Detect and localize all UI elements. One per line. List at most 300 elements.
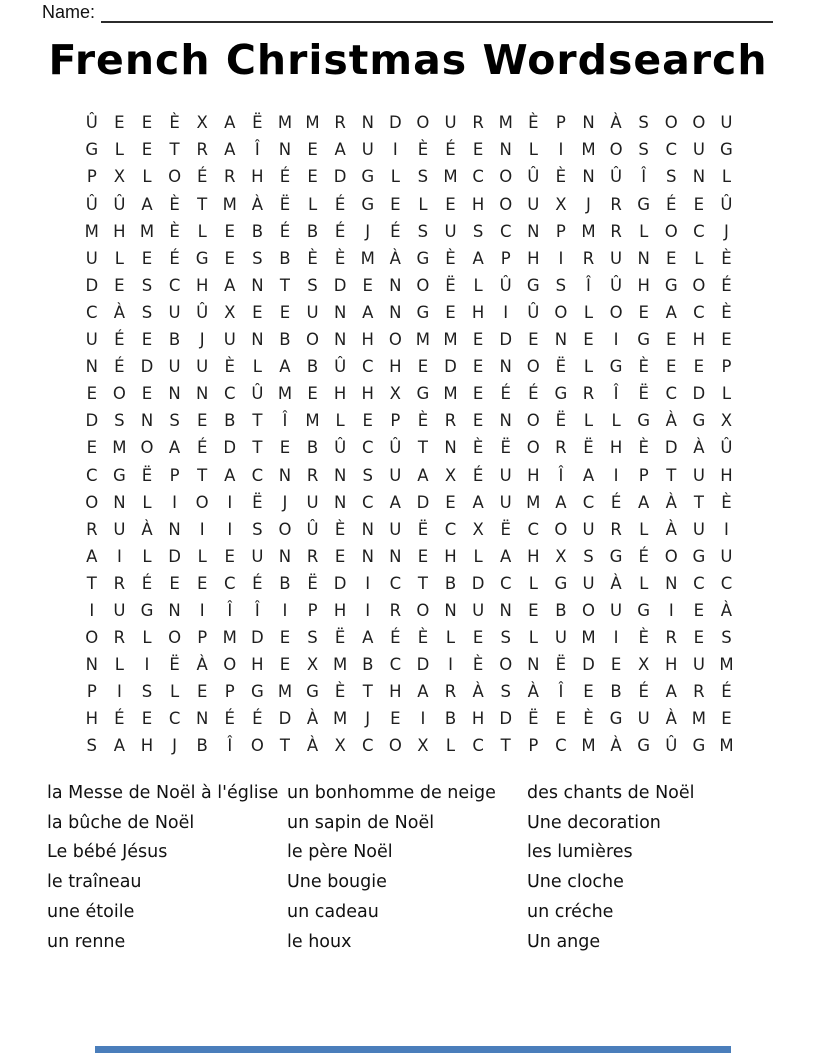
grid-letter: À bbox=[665, 411, 677, 431]
grid-letter: E bbox=[307, 167, 318, 187]
grid-letter: C bbox=[693, 573, 705, 593]
grid-letter: P bbox=[638, 465, 649, 485]
grid-letter: E bbox=[472, 140, 484, 160]
grid-letter: È bbox=[472, 655, 484, 675]
grid-letter: E bbox=[693, 600, 705, 620]
grid-letter: X bbox=[389, 384, 401, 404]
grid-letter: A bbox=[224, 113, 236, 133]
grid-letter: C bbox=[555, 736, 567, 756]
grid-letter: È bbox=[721, 248, 732, 268]
grid-letter: E bbox=[610, 655, 622, 675]
grid-letter: Û bbox=[196, 302, 209, 322]
grid-letter: P bbox=[169, 465, 180, 485]
grid-letter: Û bbox=[527, 167, 540, 187]
grid-letter: D bbox=[416, 492, 430, 512]
grid-letter: U bbox=[113, 600, 126, 620]
grid-letter: E bbox=[252, 302, 263, 322]
grid-letter: G bbox=[361, 194, 375, 214]
grid-letter: X bbox=[334, 736, 346, 756]
grid-letter: M bbox=[526, 492, 541, 512]
grid-letter: É bbox=[500, 384, 511, 404]
grid-letter: G bbox=[554, 384, 568, 404]
grid-letter: O bbox=[416, 600, 430, 620]
grid-letter: E bbox=[196, 573, 208, 593]
grid-letter: R bbox=[610, 519, 622, 539]
grid-letter: R bbox=[224, 167, 236, 187]
grid-letter: E bbox=[86, 438, 98, 458]
grid-letter: Ë bbox=[555, 655, 567, 675]
grid-letter: C bbox=[527, 519, 540, 539]
grid-letter: P bbox=[721, 357, 732, 377]
grid-letter: C bbox=[224, 573, 236, 593]
grid-letter: L bbox=[721, 384, 732, 404]
grid-letter: H bbox=[251, 655, 264, 675]
grid-letter: X bbox=[638, 655, 650, 675]
grid-letter: E bbox=[472, 384, 484, 404]
grid-letter: H bbox=[692, 330, 706, 350]
grid-letter: É bbox=[196, 438, 208, 458]
grid-letter: S bbox=[86, 736, 98, 756]
grid-letter: C bbox=[86, 465, 98, 485]
grid-letter: À bbox=[251, 194, 263, 214]
grid-letter: L bbox=[528, 628, 538, 648]
grid-letter: D bbox=[85, 411, 99, 431]
word-item: une étoile bbox=[47, 901, 135, 922]
grid-letter: M bbox=[581, 628, 596, 648]
grid-letter: O bbox=[499, 167, 513, 187]
grid-letter: Î bbox=[227, 600, 233, 620]
grid-letter: U bbox=[168, 357, 181, 377]
grid-letter: L bbox=[307, 194, 318, 214]
grid-letter: R bbox=[693, 682, 705, 702]
grid-letter: S bbox=[362, 465, 373, 485]
grid-letter: U bbox=[692, 140, 705, 160]
grid-letter: I bbox=[199, 519, 205, 539]
grid-letter: D bbox=[278, 709, 292, 729]
grid-letter: A bbox=[389, 492, 401, 512]
grid-letter: É bbox=[721, 275, 732, 295]
grid-letter: H bbox=[361, 330, 374, 350]
grid-letter: L bbox=[335, 411, 345, 431]
grid-letter: N bbox=[637, 248, 650, 268]
grid-letter: H bbox=[361, 384, 374, 404]
grid-letter: É bbox=[114, 330, 125, 350]
grid-letter: T bbox=[417, 573, 428, 593]
grid-letter: N bbox=[582, 167, 595, 187]
grid-letter: S bbox=[472, 221, 484, 241]
grid-letter: M bbox=[360, 248, 375, 268]
grid-letter: A bbox=[224, 140, 236, 160]
grid-letter: È bbox=[334, 248, 346, 268]
grid-letter: E bbox=[196, 682, 208, 702]
grid-letter: M bbox=[277, 682, 293, 702]
grid-letter: R bbox=[113, 573, 126, 593]
grid-letter: E bbox=[279, 302, 291, 322]
grid-letter: U bbox=[582, 519, 595, 539]
grid-letter: O bbox=[526, 411, 540, 431]
grid-letter: É bbox=[224, 709, 235, 729]
grid-letter: M bbox=[691, 709, 706, 729]
grid-letter: O bbox=[554, 519, 568, 539]
grid-letter: B bbox=[444, 709, 457, 729]
grid-letter: U bbox=[306, 492, 319, 512]
grid-letter: Î bbox=[227, 736, 233, 756]
grid-letter: C bbox=[693, 221, 705, 241]
grid-letter: E bbox=[417, 357, 429, 377]
grid-letter: O bbox=[416, 275, 430, 295]
grid-letter: E bbox=[666, 248, 677, 268]
grid-letter: P bbox=[224, 682, 235, 702]
grid-letter: M bbox=[84, 221, 99, 241]
grid-letter: S bbox=[666, 167, 677, 187]
grid-letter: E bbox=[224, 546, 235, 566]
grid-letter: A bbox=[472, 492, 484, 512]
grid-letter: L bbox=[583, 302, 594, 322]
grid-letter: À bbox=[610, 736, 622, 756]
grid-letter: E bbox=[196, 411, 208, 431]
grid-letter: O bbox=[692, 113, 706, 133]
grid-letter: B bbox=[224, 411, 236, 431]
grid-letter: È bbox=[638, 357, 649, 377]
grid-letter: À bbox=[113, 302, 126, 322]
grid-letter: H bbox=[527, 546, 540, 566]
grid-letter: B bbox=[279, 573, 291, 593]
grid-letter: H bbox=[333, 384, 347, 404]
grid-letter: É bbox=[252, 573, 263, 593]
grid-letter: D bbox=[85, 275, 99, 295]
grid-letter: I bbox=[227, 519, 233, 539]
grid-letter: M bbox=[277, 384, 293, 404]
grid-letter: P bbox=[86, 167, 97, 187]
grid-letter: A bbox=[168, 438, 181, 458]
grid-letter: L bbox=[142, 628, 152, 648]
grid-letter: I bbox=[116, 682, 122, 702]
grid-letter: T bbox=[197, 465, 208, 485]
grid-letter: L bbox=[114, 655, 124, 675]
grid-letter: Ë bbox=[252, 113, 263, 133]
grid-letter: I bbox=[613, 465, 619, 485]
grid-letter: È bbox=[445, 248, 456, 268]
grid-letter: A bbox=[86, 546, 98, 566]
grid-letter: D bbox=[692, 384, 706, 404]
grid-letter: È bbox=[169, 113, 180, 133]
grid-letter: H bbox=[471, 194, 485, 214]
grid-letter: L bbox=[583, 357, 594, 377]
grid-letter: T bbox=[279, 275, 290, 295]
grid-letter: U bbox=[361, 140, 374, 160]
grid-letter: E bbox=[445, 302, 456, 322]
grid-letter: U bbox=[168, 302, 181, 322]
grid-letter: N bbox=[113, 492, 126, 512]
grid-letter: N bbox=[278, 546, 292, 566]
word-item: un sapin de Noël bbox=[287, 812, 435, 833]
grid-letter: Û bbox=[720, 438, 733, 458]
grid-letter: X bbox=[196, 113, 208, 133]
grid-letter: L bbox=[721, 167, 732, 187]
grid-letter: À bbox=[610, 573, 622, 593]
grid-letter: G bbox=[112, 465, 126, 485]
grid-letter: G bbox=[609, 546, 623, 566]
grid-letter: H bbox=[444, 546, 457, 566]
grid-letter: I bbox=[392, 140, 398, 160]
grid-letter: G bbox=[250, 682, 264, 702]
grid-letter: A bbox=[334, 140, 346, 160]
grid-letter: N bbox=[251, 275, 264, 295]
grid-letter: I bbox=[448, 655, 453, 675]
grid-letter: T bbox=[252, 411, 263, 431]
grid-letter: È bbox=[417, 628, 429, 648]
grid-letter: U bbox=[113, 519, 126, 539]
word-item: Une decoration bbox=[527, 812, 661, 833]
grid-letter: É bbox=[279, 221, 291, 241]
grid-letter: M bbox=[333, 709, 348, 729]
grid-letter: J bbox=[282, 492, 288, 512]
grid-letter: L bbox=[418, 194, 428, 214]
grid-letter: D bbox=[333, 167, 347, 187]
grid-letter: L bbox=[694, 248, 704, 268]
grid-letter: E bbox=[472, 357, 484, 377]
grid-letter: E bbox=[555, 709, 567, 729]
grid-letter: E bbox=[666, 357, 677, 377]
grid-letter: L bbox=[639, 573, 649, 593]
grid-letter: C bbox=[472, 736, 484, 756]
grid-letter: U bbox=[85, 248, 98, 268]
grid-letter: U bbox=[692, 519, 705, 539]
grid-letter: I bbox=[365, 573, 371, 593]
grid-letter: B bbox=[196, 736, 208, 756]
grid-letter: M bbox=[277, 113, 293, 133]
grid-letter: U bbox=[582, 573, 595, 593]
grid-letter: C bbox=[444, 519, 457, 539]
grid-letter: H bbox=[85, 709, 98, 729]
grid-letter: R bbox=[582, 248, 595, 268]
grid-letter: U bbox=[610, 600, 623, 620]
grid-letter: S bbox=[252, 519, 263, 539]
grid-letter: S bbox=[169, 411, 180, 431]
grid-letter: I bbox=[724, 519, 729, 539]
grid-letter: L bbox=[169, 682, 180, 702]
grid-letter: D bbox=[499, 709, 513, 729]
grid-letter: N bbox=[361, 546, 374, 566]
grid-letter: I bbox=[144, 655, 150, 675]
grid-letter: E bbox=[528, 600, 539, 620]
grid-letter: Ë bbox=[417, 519, 429, 539]
grid-letter: S bbox=[114, 411, 125, 431]
grid-letter: U bbox=[554, 628, 567, 648]
grid-letter: E bbox=[472, 628, 484, 648]
grid-letter: É bbox=[334, 221, 346, 241]
grid-letter: N bbox=[665, 573, 678, 593]
grid-letter: H bbox=[333, 600, 347, 620]
grid-letter: N bbox=[85, 357, 98, 377]
grid-letter: E bbox=[362, 411, 373, 431]
grid-letter: C bbox=[389, 573, 402, 593]
grid-letter: È bbox=[417, 411, 429, 431]
grid-letter: T bbox=[666, 465, 677, 485]
grid-letter: G bbox=[361, 167, 375, 187]
grid-letter: O bbox=[609, 302, 623, 322]
grid-letter: N bbox=[168, 519, 181, 539]
grid-letter: É bbox=[638, 546, 649, 566]
grid-letter: A bbox=[555, 492, 567, 512]
grid-letter: E bbox=[528, 330, 539, 350]
word-item: le traîneau bbox=[47, 872, 142, 893]
grid-letter: P bbox=[307, 600, 318, 620]
grid-letter: B bbox=[610, 682, 622, 702]
grid-letter: U bbox=[610, 248, 623, 268]
grid-letter: E bbox=[279, 628, 291, 648]
grid-letter: L bbox=[639, 519, 649, 539]
grid-letter: E bbox=[334, 546, 346, 566]
grid-letter: O bbox=[168, 628, 182, 648]
grid-letter: N bbox=[196, 709, 209, 729]
grid-letter: G bbox=[692, 736, 706, 756]
grid-letter: Û bbox=[389, 438, 402, 458]
grid-letter: O bbox=[85, 492, 99, 512]
grid-letter: S bbox=[500, 628, 511, 648]
grid-letter: N bbox=[389, 546, 402, 566]
grid-letter: N bbox=[554, 330, 568, 350]
grid-letter: T bbox=[417, 438, 428, 458]
grid-letter: Ë bbox=[638, 384, 649, 404]
grid-letter: G bbox=[692, 546, 706, 566]
grid-letter: G bbox=[416, 248, 430, 268]
grid-letter: U bbox=[720, 546, 733, 566]
grid-letter: D bbox=[471, 573, 485, 593]
grid-letter: À bbox=[472, 682, 484, 702]
grid-letter: E bbox=[86, 384, 98, 404]
grid-letter: D bbox=[251, 628, 264, 648]
grid-letter: À bbox=[610, 113, 622, 133]
grid-letter: Û bbox=[720, 194, 733, 214]
grid-letter: U bbox=[444, 113, 457, 133]
word-item: un cadeau bbox=[287, 901, 379, 922]
grid-letter: À bbox=[720, 600, 733, 620]
grid-letter: P bbox=[555, 221, 566, 241]
grid-letter: G bbox=[637, 194, 651, 214]
grid-letter: À bbox=[306, 709, 319, 729]
grid-letter: J bbox=[365, 709, 371, 729]
grid-letter: N bbox=[389, 275, 402, 295]
grid-letter: R bbox=[555, 438, 567, 458]
grid-letter: R bbox=[196, 140, 208, 160]
grid-letter: À bbox=[196, 655, 208, 675]
grid-letter: T bbox=[362, 682, 373, 702]
grid-letter: N bbox=[499, 140, 512, 160]
grid-letter: C bbox=[168, 275, 181, 295]
word-item: le père Noël bbox=[287, 842, 393, 863]
grid-letter: À bbox=[665, 709, 677, 729]
grid-letter: É bbox=[279, 167, 291, 187]
grid-letter: N bbox=[692, 167, 706, 187]
grid-letter: X bbox=[444, 465, 457, 485]
grid-letter: O bbox=[499, 194, 513, 214]
grid-letter: É bbox=[445, 140, 456, 160]
grid-letter: È bbox=[169, 194, 180, 214]
grid-letter: E bbox=[169, 573, 180, 593]
word-item: Un ange bbox=[527, 931, 601, 952]
grid-letter: È bbox=[528, 113, 539, 133]
grid-letter: T bbox=[169, 140, 180, 160]
grid-letter: E bbox=[307, 384, 318, 404]
grid-letter: N bbox=[389, 302, 402, 322]
grid-letter: Ë bbox=[252, 492, 263, 512]
grid-letter: H bbox=[471, 709, 485, 729]
grid-letter: S bbox=[721, 628, 732, 648]
grid-letter: M bbox=[333, 655, 348, 675]
grid-letter: N bbox=[333, 465, 347, 485]
grid-letter: D bbox=[333, 275, 347, 295]
grid-letter: G bbox=[416, 384, 430, 404]
grid-letter: M bbox=[139, 221, 155, 241]
grid-letter: N bbox=[168, 384, 181, 404]
grid-letter: U bbox=[444, 221, 457, 241]
grid-letter: Î bbox=[254, 600, 260, 620]
grid-letter: O bbox=[664, 221, 678, 241]
grid-letter: M bbox=[222, 628, 237, 648]
grid-letter: U bbox=[692, 655, 705, 675]
grid-letter: T bbox=[693, 492, 704, 512]
grid-letter: N bbox=[140, 411, 154, 431]
grid-letter: D bbox=[499, 330, 513, 350]
grid-letter: O bbox=[554, 302, 568, 322]
grid-letter: H bbox=[637, 275, 650, 295]
grid-letter: É bbox=[528, 384, 539, 404]
grid-letter: Û bbox=[85, 194, 98, 214]
grid-letter: B bbox=[279, 248, 291, 268]
grid-letter: C bbox=[86, 302, 98, 322]
grid-letter: C bbox=[665, 140, 678, 160]
grid-letter: C bbox=[582, 492, 595, 512]
word-item: un créche bbox=[527, 901, 614, 922]
grid-letter: J bbox=[586, 194, 591, 214]
grid-letter: B bbox=[251, 221, 264, 241]
grid-letter: E bbox=[279, 438, 291, 458]
grid-letter: E bbox=[141, 330, 153, 350]
grid-letter: É bbox=[196, 167, 208, 187]
grid-letter: X bbox=[417, 736, 429, 756]
grid-letter: N bbox=[444, 438, 457, 458]
grid-letter: O bbox=[168, 167, 182, 187]
grid-letter: E bbox=[472, 330, 484, 350]
grid-letter: N bbox=[444, 600, 457, 620]
grid-letter: É bbox=[472, 465, 484, 485]
grid-letter: P bbox=[555, 113, 566, 133]
grid-letter: G bbox=[554, 573, 568, 593]
grid-letter: I bbox=[613, 628, 619, 648]
grid-letter: D bbox=[333, 573, 347, 593]
grid-letter: C bbox=[693, 302, 705, 322]
grid-letter: G bbox=[664, 275, 678, 295]
grid-letter: Ë bbox=[583, 438, 594, 458]
grid-letter: È bbox=[169, 221, 180, 241]
grid-letter: H bbox=[720, 465, 733, 485]
grid-letter: É bbox=[114, 709, 125, 729]
grid-letter: M bbox=[719, 736, 734, 756]
grid-letter: Ë bbox=[141, 465, 153, 485]
grid-letter: L bbox=[583, 411, 594, 431]
grid-letter: U bbox=[196, 357, 209, 377]
grid-letter: N bbox=[278, 140, 292, 160]
grid-letter: Î bbox=[586, 275, 591, 295]
grid-letter: À bbox=[306, 736, 319, 756]
grid-letter: M bbox=[222, 194, 237, 214]
grid-letter: D bbox=[168, 546, 181, 566]
word-list-col3 bbox=[527, 779, 762, 957]
grid-letter: R bbox=[610, 194, 622, 214]
grid-letter: O bbox=[609, 140, 623, 160]
grid-letter: È bbox=[555, 167, 567, 187]
